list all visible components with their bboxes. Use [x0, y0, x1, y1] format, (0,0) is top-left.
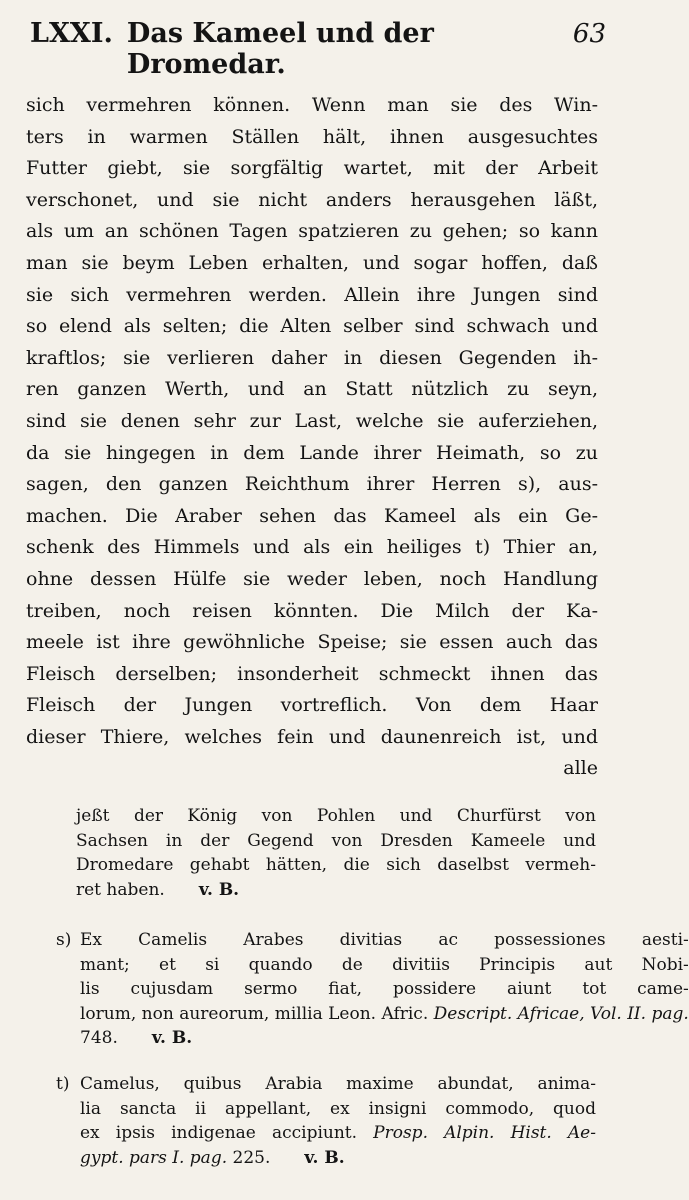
text-line: lis cujusdam sermo fiat, possidere aiunt tot came- — [80, 979, 689, 999]
text-line — [76, 878, 596, 903]
text-line: Fleisch derselben; insonderheit schmeckt ihnen das — [26, 662, 598, 685]
text-fragment: lorum, non aureorum, millia Leon. Afric. — [80, 1003, 429, 1024]
reference-page: 748. — [80, 1028, 118, 1048]
text-line: Camelus, quibus Arabia maxime abundat, anima- — [80, 1074, 596, 1094]
text-line — [80, 1026, 689, 1051]
text-line: Futter giebt, sie sorgfältig wartet, mit der Arbeit — [26, 157, 598, 180]
text-line: sagen, den ganzen Reichthum ihrer Herren s), aus- — [26, 473, 598, 496]
text-line: man sie beym Leben erhalten, und sogar hoffen, daß — [26, 251, 598, 274]
text-line: Sachsen in der Gegend von Dresden Kameele und — [76, 830, 596, 851]
chapter-number: LXXI. — [30, 18, 113, 49]
reference-italic: Descript. Africae, Vol. II. pag. — [433, 1003, 689, 1024]
text-line: lia sancta ii appellant, ex insigni commodo, quod — [80, 1098, 596, 1119]
footnote-continuation — [76, 804, 596, 902]
text-line: ohne dessen Hülfe sie weder leben, noch Handlung — [26, 567, 598, 590]
footnote-s — [56, 928, 689, 1051]
text-line: verschonet, und sie nicht anders herausgehen läßt, — [26, 188, 598, 211]
text-line: meele ist ihre gewöhnliche Speise; sie essen auch das — [26, 631, 598, 654]
reference-italic: Prosp. Alpin. Hist. Ae- — [373, 1123, 596, 1143]
text-line — [80, 1121, 596, 1146]
text-fragment: ret haben. — [76, 879, 165, 900]
chapter-title: Das Kameel und der Dromedar. — [126, 18, 434, 80]
page-number: 63 — [572, 19, 606, 49]
text-line: Fleisch der Jungen vortreflich. Von dem Haar — [26, 694, 598, 717]
footnote-mark: s) — [56, 930, 72, 950]
signature: v. B. — [304, 1147, 345, 1168]
footnote-mark: t) — [56, 1074, 70, 1094]
text-line — [80, 1146, 596, 1171]
text-line: als um an schönen Tagen spatzieren zu gehen; so kann — [26, 220, 598, 243]
text-line: sind sie denen sehr zur Last, welche sie auferziehen, — [26, 409, 598, 432]
footnote-t — [56, 1072, 596, 1170]
text-line: jeßt der König von Pohlen und Churfürst von — [76, 806, 596, 826]
text-fragment: ex ipsis indigenae accipiunt. — [80, 1123, 358, 1143]
text-line: Dromedare gehabt hätten, die sich daselbst vermeh- — [76, 855, 596, 875]
text-line: ters in warmen Ställen hält, ihnen ausgesuchtes — [26, 125, 598, 148]
text-line: ren ganzen Werth, und an Statt nützlich zu seyn, — [26, 378, 598, 401]
text-line: schenk des Himmels und als ein heiliges t) Thier an, — [26, 536, 598, 559]
text-line: kraftlos; sie verlieren daher in diesen Gegenden ih- — [26, 346, 598, 369]
signature: v. B. — [151, 1028, 193, 1048]
running-header — [30, 18, 606, 80]
text-line: so elend als selten; die Alten selber sind schwach und — [26, 315, 598, 338]
reference-page: 225. — [232, 1147, 271, 1168]
text-line: treiben, noch reisen könnten. Die Milch der Ka- — [26, 599, 598, 622]
main-text — [26, 90, 598, 785]
text-line: machen. Die Araber sehen das Kameel als ein Ge- — [26, 504, 598, 527]
signature: v. B. — [198, 879, 240, 900]
text-line: dieser Thiere, welches fein und daunenreich ist, und — [26, 725, 598, 748]
reference-italic: gypt. pars I. pag. — [80, 1147, 228, 1168]
text-line: mant; et si quando de divitiis Principis aut Nobi- — [80, 954, 689, 975]
text-line: da sie hingegen in dem Lande ihrer Heimath, so zu — [26, 441, 598, 464]
text-line: sich vermehren können. Wenn man sie des Win- — [26, 94, 598, 116]
text-line: Ex Camelis Arabes divitias ac possessiones aesti- — [80, 930, 689, 950]
text-line — [80, 1002, 689, 1027]
text-line: alle — [563, 757, 598, 780]
text-line: sie sich vermehren werden. Allein ihre Jungen sind — [26, 283, 598, 306]
